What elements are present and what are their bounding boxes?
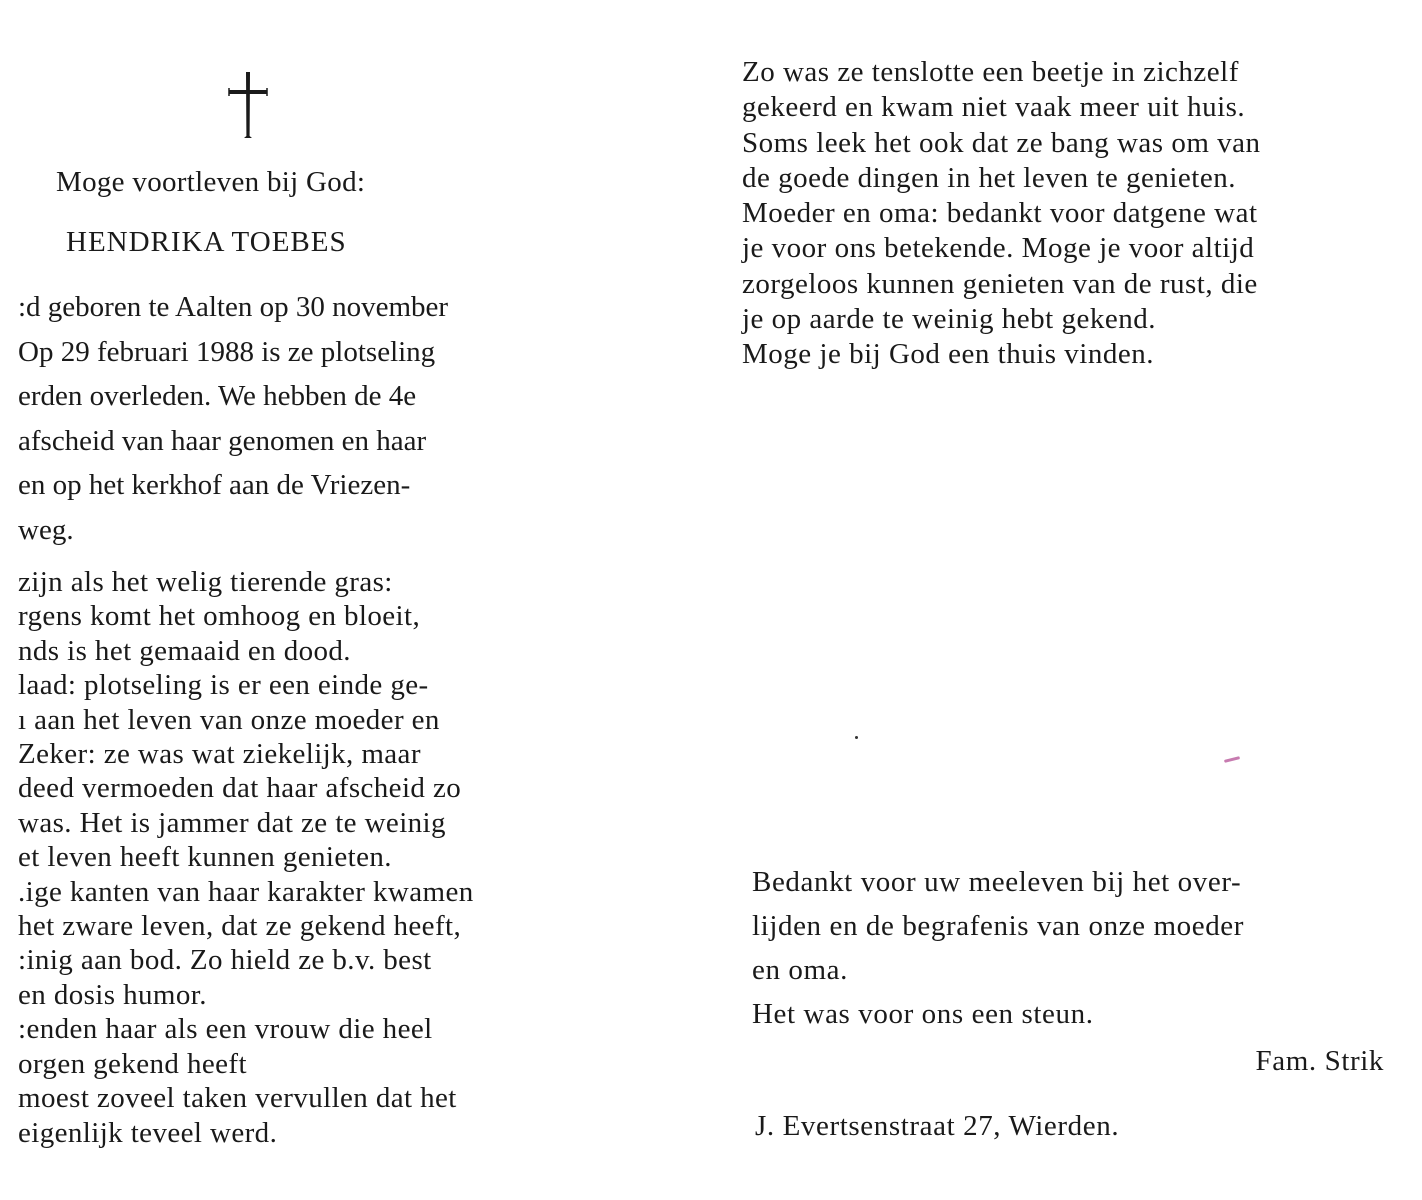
text-line: rgens komt het omhoog en bloeit,	[18, 600, 421, 633]
thank-you-note	[752, 860, 1244, 1036]
text-line: Zo was ze tenslotte een beetje in zichzelf	[742, 56, 1239, 88]
text-line: de goede dingen in het leven te genieten.	[742, 161, 1236, 194]
text-line: lijden en de begrafenis van onze moeder	[752, 910, 1245, 942]
text-line: en oma.	[752, 954, 849, 986]
text-line: et leven heeft kunnen genieten.	[18, 841, 392, 874]
text-line: erden overleden. We hebben de 4e	[18, 380, 417, 412]
text-line: gekeerd en kwam niet vaak meer uit huis.	[742, 91, 1246, 124]
text-line: je voor ons betekende. Moge je voor altijd	[742, 232, 1255, 265]
text-line: Soms leek het ook dat ze bang was om van	[742, 126, 1261, 159]
text-line: nds is het gemaaid en dood.	[18, 634, 351, 667]
print-speck	[855, 736, 858, 739]
deceased-name: HENDRIKA TOEBES	[66, 226, 347, 258]
text-line: weg.	[18, 513, 74, 546]
closing-paragraph	[742, 55, 1261, 373]
text-line: afscheid van haar genomen en haar	[18, 424, 427, 457]
text-line: het zware leven, dat ze gekend heeft,	[18, 910, 462, 943]
text-line: eigenlijk teveel werd.	[18, 1116, 278, 1149]
opening-line: Moge voortleven bij God:	[56, 166, 366, 198]
text-line: :d geboren te Aalten op 30 november	[18, 291, 449, 323]
text-line: was. Het is jammer dat ze te weinig	[18, 806, 446, 839]
text-line: Op 29 februari 1988 is ze plotseling	[18, 335, 436, 368]
text-line: zijn als het welig tierende gras:	[18, 566, 393, 598]
family-signature: Fam. Strik	[1255, 1045, 1384, 1077]
text-line: Het was voor ons een steun.	[752, 998, 1094, 1030]
text-line: ı aan het leven van onze moeder en	[18, 703, 440, 736]
family-address: J. Evertsenstraat 27, Wierden.	[755, 1110, 1120, 1142]
text-line: :enden haar als een vrouw die heel	[18, 1013, 433, 1046]
text-line: en op het kerkhof aan de Vriezen-	[18, 469, 411, 501]
text-line: Moge je bij God een thuis vinden.	[742, 338, 1154, 371]
text-line: .ige kanten van haar karakter kwamen	[18, 875, 474, 908]
text-line: je op aarde te weinig hebt gekend.	[742, 303, 1156, 336]
text-line: laad: plotseling is er een einde ge-	[18, 669, 429, 702]
latin-cross-icon	[226, 70, 270, 140]
biography-paragraph	[18, 285, 448, 552]
text-line: moest zoveel taken vervullen dat het	[18, 1082, 457, 1115]
reflection-paragraph	[18, 565, 474, 1150]
text-line: zorgeloos kunnen genieten van de rust, die	[742, 267, 1258, 300]
text-line: Moeder en oma: bedankt voor datgene wat	[742, 197, 1258, 230]
text-line: deed vermoeden dat haar afscheid zo	[18, 772, 462, 805]
text-line: Bedankt voor uw meeleven bij het over-	[752, 866, 1242, 898]
text-line: Zeker: ze was wat ziekelijk, maar	[18, 738, 421, 771]
text-line: orgen gekend heeft	[18, 1047, 247, 1080]
text-line: en dosis humor.	[18, 978, 207, 1011]
left-page	[0, 0, 700, 1200]
text-line: :inig aan bod. Zo hield ze b.v. best	[18, 944, 432, 977]
